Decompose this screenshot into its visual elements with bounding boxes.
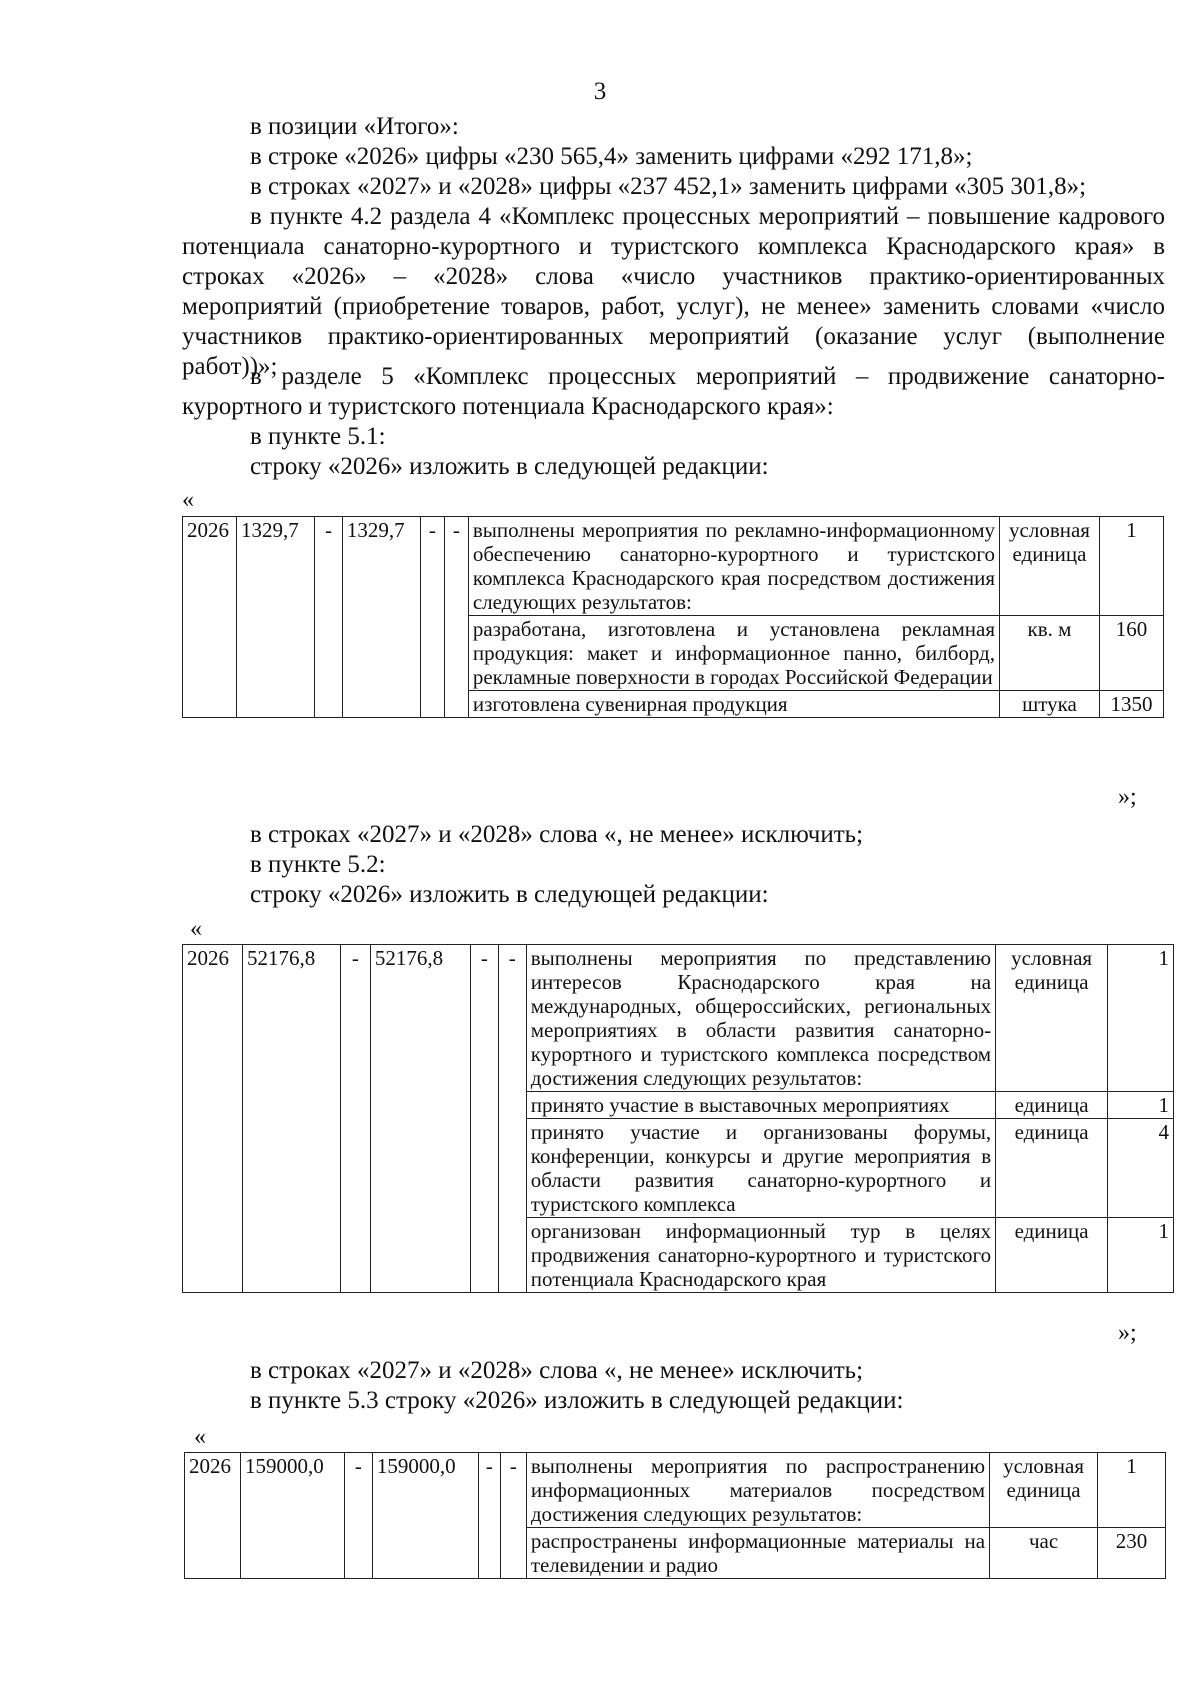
- value-cell: 4: [1108, 1119, 1174, 1218]
- table-5-1: [182, 516, 1164, 718]
- unit-cell: условная единица: [990, 1453, 1098, 1528]
- dash-cell: -: [340, 945, 370, 1293]
- unit-cell: единица: [996, 1119, 1108, 1218]
- result-description: выполнены мероприятия по распространению информационных материалов посредством достижения следующих результатов:: [526, 1453, 989, 1528]
- result-description: выполнены мероприятия по рекламно-информационному обеспечению санаторно-курортного и туристского комплекса Краснодарского края посредством достижения следующих результатов:: [468, 517, 999, 616]
- table-5-2: [182, 944, 1174, 1293]
- page-number: 3: [593, 78, 607, 105]
- year-cell: 2026: [185, 1453, 241, 1579]
- unit-cell: час: [990, 1528, 1098, 1579]
- result-description: организован информационный тур в целях продвижения санаторно-курортного и туристского потенциала Краснодарского края: [526, 1218, 995, 1293]
- paragraph: в пункте 5.2:: [250, 851, 386, 878]
- unit-cell: кв. м: [1000, 616, 1100, 691]
- paragraph: в строке «2026» цифры «230 565,4» заменить цифрами «292 171,8»;: [250, 143, 973, 170]
- value-cell: 1: [1108, 1218, 1174, 1293]
- paragraph: строку «2026» изложить в следующей редакции:: [250, 881, 769, 908]
- unit-cell: единица: [996, 1218, 1108, 1293]
- year-cell: 2026: [183, 517, 237, 718]
- value-cell: 1: [1099, 517, 1163, 616]
- result-description: выполнены мероприятия по представлению интересов Краснодарского края на международных, общероссийских, региональных мероприятиях в области развития санаторно-курортного и туристского комплекса посредством достижения следующих результатов:: [526, 945, 995, 1092]
- dash-cell: -: [498, 945, 526, 1293]
- unit-cell: условная единица: [996, 945, 1108, 1092]
- paragraph: в позиции «Итого»:: [250, 113, 459, 140]
- value-cell: 1350: [1099, 691, 1163, 718]
- result-description: принято участие и организованы форумы, конференции, конкурсы и другие мероприятия в области развития санаторно-курортного и туристского комплекса: [526, 1119, 995, 1218]
- total-cell: 1329,7: [236, 517, 314, 718]
- open-quote: «: [190, 916, 202, 942]
- paragraph: в строках «2027» и «2028» слова «, не менее» исключить;: [250, 821, 864, 848]
- value-cell: 1: [1108, 945, 1174, 1092]
- unit-cell: штука: [1000, 691, 1100, 718]
- open-quote: «: [182, 487, 194, 513]
- close-quote: »;: [1118, 1320, 1137, 1346]
- amount-cell: 52176,8: [370, 945, 470, 1293]
- paragraph: в пункте 5.3 строку «2026» изложить в следующей редакции:: [250, 1387, 904, 1414]
- open-quote: «: [194, 1424, 206, 1450]
- paragraph: в разделе 5 «Комплекс процессных мероприятий – продвижение санаторно-курортного и туристского потенциала Краснодарского края»:: [182, 363, 1165, 420]
- close-quote: »;: [1118, 784, 1137, 810]
- amount-cell: 1329,7: [342, 517, 420, 718]
- value-cell: 1: [1098, 1453, 1166, 1528]
- unit-cell: условная единица: [1000, 517, 1100, 616]
- paragraph: в строках «2027» и «2028» слова «, не менее» исключить;: [250, 1357, 864, 1384]
- result-description: распространены информационные материалы на телевидении и радио: [526, 1528, 989, 1579]
- result-description: разработана, изготовлена и установлена рекламная продукция: макет и информационное панно, билборд, рекламные поверхности в городах Российской Федерации: [468, 616, 999, 691]
- value-cell: 1: [1108, 1092, 1174, 1119]
- amount-cell: 159000,0: [372, 1453, 478, 1579]
- dash-cell: -: [420, 517, 444, 718]
- value-cell: 230: [1098, 1528, 1166, 1579]
- table-5-3: [184, 1452, 1166, 1579]
- paragraph: в пункте 4.2 раздела 4 «Комплекс процессных мероприятий – повышение кадрового потенциала санаторно-курортного и туристского комплекса Краснодарского края» в строках «2026» – «2028» слова «число участников практико-ориентированных мероприятий (приобретение товаров, работ, услуг), не менее» заменить словами «число участников практико-ориентированных мероприятий (оказание услуг (выполнение работ))»;: [182, 203, 1165, 380]
- result-description: принято участие в выставочных мероприятиях: [526, 1092, 995, 1119]
- unit-cell: единица: [996, 1092, 1108, 1119]
- dash-cell: -: [314, 517, 342, 718]
- paragraph: в строках «2027» и «2028» цифры «237 452,1» заменить цифрами «305 301,8»;: [250, 173, 1087, 200]
- paragraph: строку «2026» изложить в следующей редакции:: [250, 453, 769, 480]
- dash-cell: -: [478, 1453, 500, 1579]
- value-cell: 160: [1099, 616, 1163, 691]
- paragraph: в пункте 5.1:: [250, 423, 386, 450]
- dash-cell: -: [444, 517, 468, 718]
- year-cell: 2026: [183, 945, 243, 1293]
- result-description: изготовлена сувенирная продукция: [468, 691, 999, 718]
- total-cell: 159000,0: [240, 1453, 344, 1579]
- dash-cell: -: [470, 945, 498, 1293]
- dash-cell: -: [344, 1453, 372, 1579]
- dash-cell: -: [500, 1453, 526, 1579]
- total-cell: 52176,8: [242, 945, 340, 1293]
